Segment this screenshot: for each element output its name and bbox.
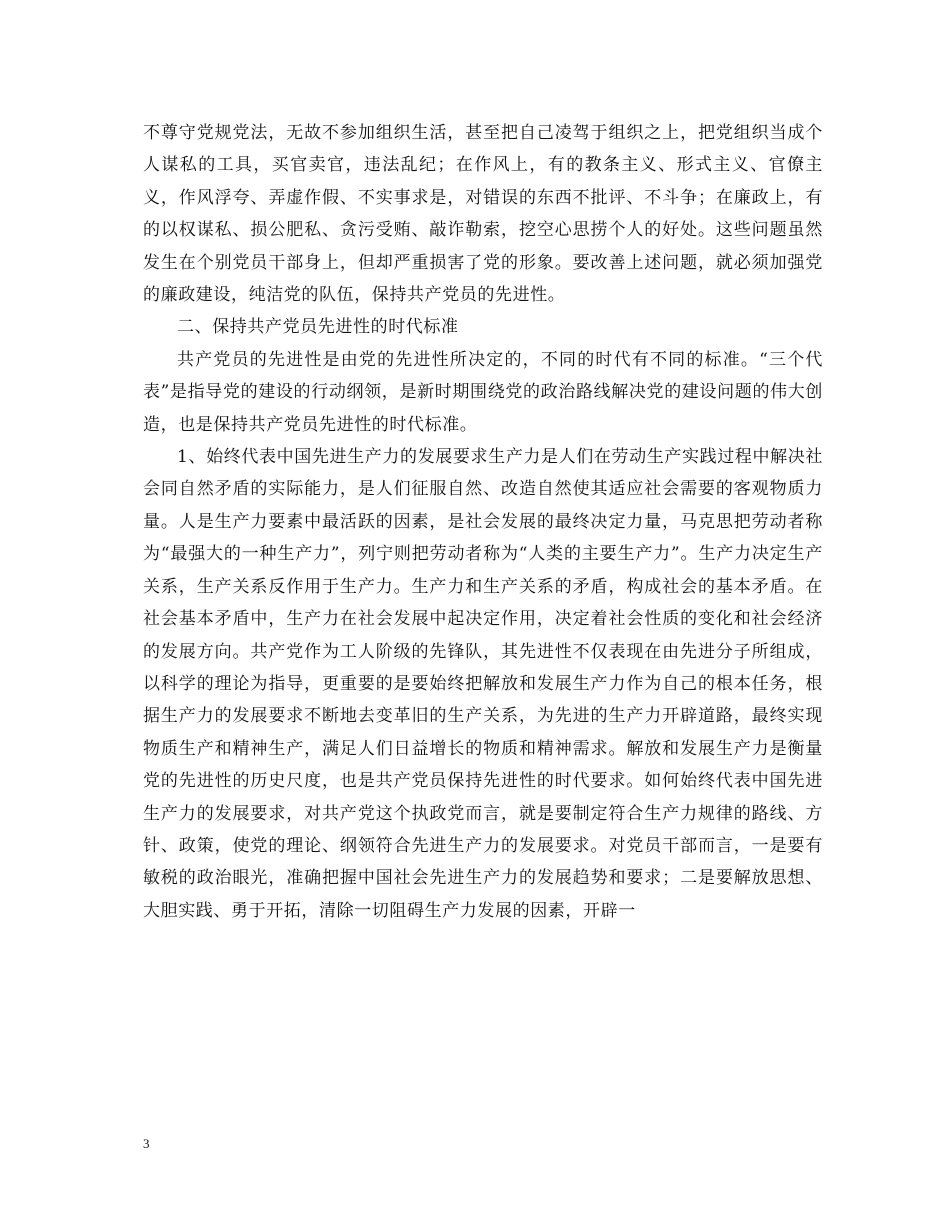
page-number: 3 <box>143 1136 150 1151</box>
section-heading: 二、保持共产党员先进性的时代标准 <box>177 317 459 338</box>
document-body <box>143 117 823 927</box>
body-paragraph: 共产党员的先进性是由党的先进性所决定的，不同的时代有不同的标准。“三个代表”是指导党的建设的行动纲领，是新时期围绕党的政治路线解决党的建设问题的伟大创造，也是保持共产党员先进性的时代标准。 <box>143 349 823 435</box>
body-paragraph-continuation: 不尊守党规党法，无故不参加组织生活，甚至把自己凌驾于组织之上，把党组织当成个人谋私的工具，买官卖官，违法乱纪；在作风上，有的教条主义、形式主义、官僚主义，作风浮夸、弄虚作假、不实事求是，对错误的东西不批评、不斗争；在廉政上，有的以权谋私、损公肥私、贪污受贿、敲诈勒索，挖空心思捞个人的好处。这些问题虽然发生在个别党员干部身上，但却严重损害了党的形象。要改善上述问题，就必须加强党的廉政建设，纯洁党的队伍，保持共产党员的先进性。 <box>143 123 823 306</box>
body-paragraph: 1、始终代表中国先进生产力的发展要求生产力是人们在劳动生产实践过程中解决社会同自然矛盾的实际能力，是人们征服自然、改造自然使其适应社会需要的客观物质力量。人是生产力要素中最活跃的因素，是社会发展的最终决定力量，马克思把劳动者称为“最强大的一种生产力”，列宁则把劳动者称为“人类的主要生产力”。生产力决定生产关系，生产关系反作用于生产力。生产力和生产关系的矛盾，构成社会的基本矛盾。在社会基本矛盾中，生产力在社会发展中起决定作用，决定着社会性质的变化和社会经济的发展方向。共产党作为工人阶级的先锋队，其先进性不仅表现在由先进分子所组成，以科学的理论为指导，更重要的是要始终把解放和发展生产力作为自己的根本任务，根据生产力的发展要求不断地去变革旧的生产关系，为先进的生产力开辟道路，最终实现物质生产和精神生产，满足人们日益增长的物质和精神需求。解放和发展生产力是衡量党的先进性的历史尺度，也是共产党员保持先进性的时代要求。如何始终代表中国先进生产力的发展要求，对共产党这个执政党而言，就是要制定符合生产力规律的路线、方针、政策，使党的理论、纲领符合先进生产力的发展要求。对党员干部而言，一是要有敏税的政治眼光，准确把握中国社会先进生产力的发展趋势和要求；二是要解放思想、大胆实践、勇于开拓，清除一切阻碍生产力发展的因素，开辟一 <box>143 447 823 921</box>
